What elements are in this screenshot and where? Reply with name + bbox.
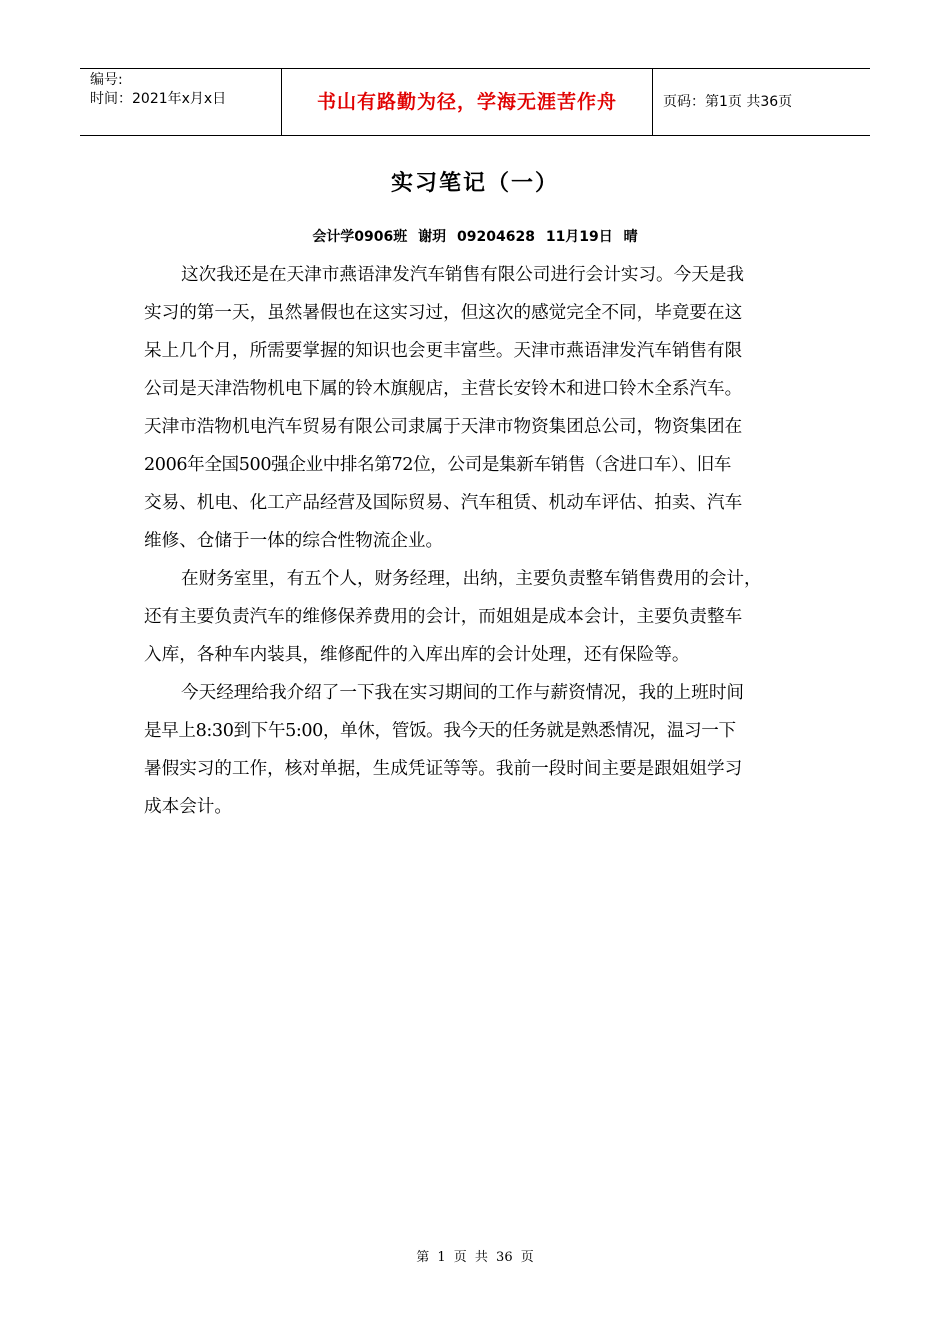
paragraph-2-line: 入库，各种车内装具，维修配件的入库出库的会计处理，还有保险等。	[144, 645, 690, 665]
page-footer: 第 1 页 共 36 页	[416, 1250, 534, 1265]
paragraph-3-line: 成本会计。	[144, 797, 232, 817]
time-label: 时间：2021年x月x日	[90, 91, 227, 107]
document-title: 实习笔记（一）	[390, 171, 559, 196]
paragraph-3-line: 是早上8:30到下午5:00，单休，管饭。我今天的任务就是熟悉情况，温习一下	[144, 721, 736, 741]
paragraph-2-line: 在财务室里，有五个人，财务经理，出纳，主要负责整车销售费用的会计，	[181, 569, 762, 589]
document-body	[144, 256, 808, 826]
serial-label: 编号:	[90, 72, 123, 88]
paragraph-3-line: 今天经理给我介绍了一下我在实习期间的工作与薪资情况，我的上班时间	[181, 683, 745, 703]
paragraph-1-line: 2006年全国500强企业中排名第72位，公司是集新车销售（含进口车）、旧车	[144, 455, 731, 475]
header-page-info: 页码：第1页 共36页	[663, 94, 793, 110]
paragraph-1-line: 呆上几个月，所需要掌握的知识也会更丰富些。天津市燕语津发汽车销售有限	[144, 341, 743, 361]
page-header	[80, 68, 870, 136]
header-motto: 书山有路勤为径，学海无涯苦作舟	[281, 69, 653, 135]
paragraph-1-line: 公司是天津浩物机电下属的铃木旗舰店，主营长安铃木和进口铃木全系汽车。	[144, 379, 743, 399]
paragraph-1-line: 维修、仓储于一体的综合性物流企业。	[144, 531, 444, 551]
header-meta	[80, 69, 281, 135]
paragraph-1-line: 天津市浩物机电汽车贸易有限公司隶属于天津市物资集团总公司，物资集团在	[144, 417, 743, 437]
paragraph-3-line: 暑假实习的工作，核对单据，生成凭证等等。我前一段时间主要是跟姐姐学习	[144, 759, 743, 779]
document-subtitle: 会计学0906班 谢玥 09204628 11月19日 晴	[312, 229, 638, 245]
paragraph-2-line: 还有主要负责汽车的维修保养费用的会计，而姐姐是成本会计，主要负责整车	[144, 607, 743, 627]
paragraph-1-line: 实习的第一天，虽然暑假也在这实习过，但这次的感觉完全不同，毕竟要在这	[144, 303, 743, 323]
paragraph-1-line: 这次我还是在天津市燕语津发汽车销售有限公司进行会计实习。今天是我	[181, 265, 745, 285]
paragraph-1-line: 交易、机电、化工产品经营及国际贸易、汽车租赁、机动车评估、拍卖、汽车	[144, 493, 743, 513]
